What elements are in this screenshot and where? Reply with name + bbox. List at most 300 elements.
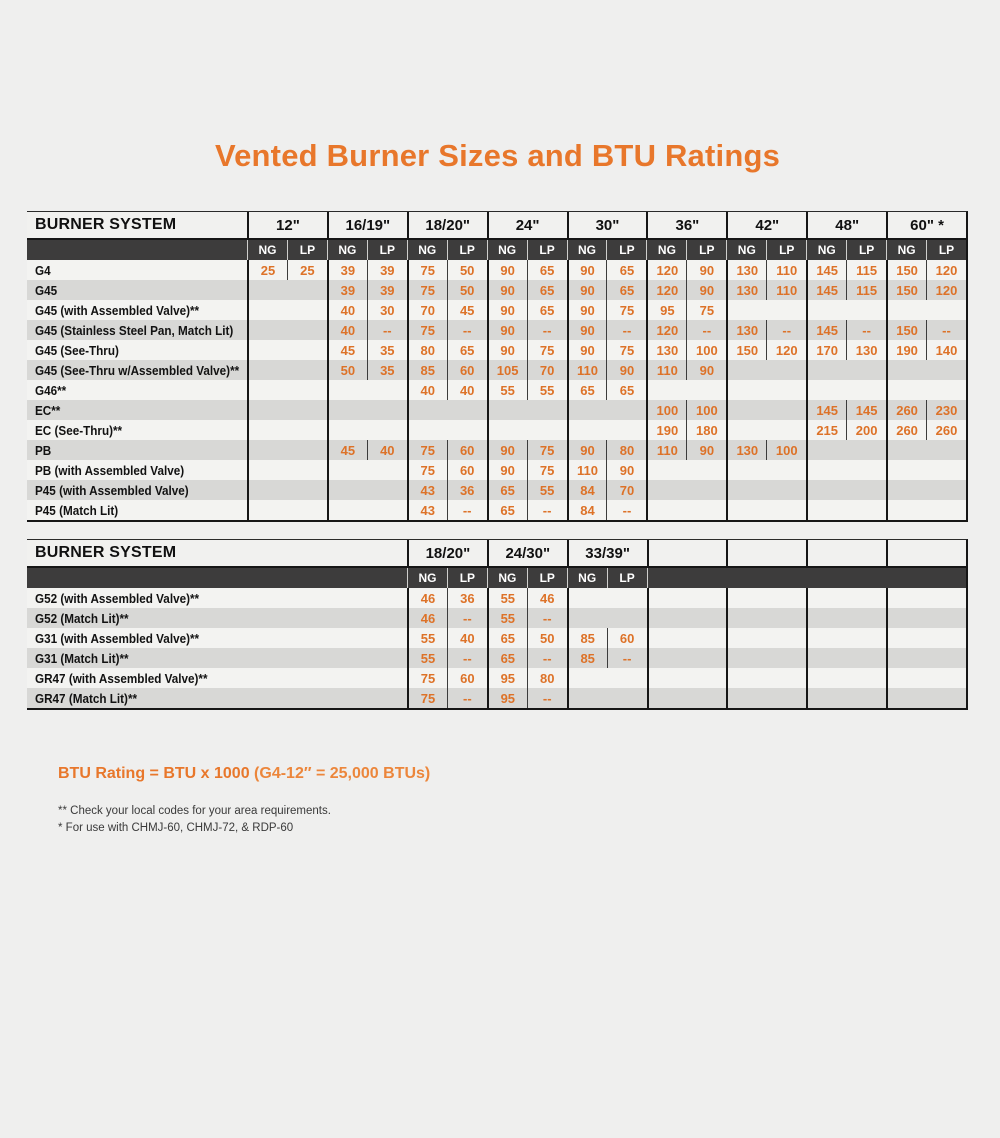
table-row <box>27 588 966 608</box>
row-label-text: G52 (with Assembled Valve)** <box>35 590 200 606</box>
value-cell: 90 <box>606 460 646 480</box>
value-cell: 39 <box>327 280 367 300</box>
btu-rating-note-paren: (G4-12″ = 25,000 BTUs) <box>249 765 431 782</box>
value-cell: 75 <box>606 340 646 360</box>
value-cell <box>926 360 966 380</box>
value-cell: 110 <box>766 260 806 280</box>
fuel-header: LP <box>607 568 647 588</box>
value-cell: 65 <box>567 380 607 400</box>
value-cell: 90 <box>567 260 607 280</box>
value-cell <box>407 420 447 440</box>
value-cell <box>287 380 327 400</box>
value-cell <box>567 400 607 420</box>
value-cell <box>886 688 926 708</box>
value-cell <box>806 480 846 500</box>
value-cell: 25 <box>287 260 327 280</box>
value-cell <box>367 460 407 480</box>
value-cell: 36 <box>447 588 487 608</box>
value-cell: 100 <box>766 440 806 460</box>
fuel-header: NG <box>407 240 447 260</box>
value-cell: 130 <box>846 340 886 360</box>
value-cell <box>886 480 926 500</box>
value-cell <box>806 668 846 688</box>
value-cell <box>726 688 766 708</box>
btu-rating-note-main: BTU Rating = BTU x 1000 <box>58 765 250 782</box>
value-cell: 35 <box>367 340 407 360</box>
value-cell <box>766 360 806 380</box>
value-cell <box>886 460 926 480</box>
value-cell <box>287 400 327 420</box>
row-label <box>27 480 247 500</box>
footnote-local-codes: ** Check your local codes for your area requirements. <box>58 805 331 817</box>
size-header: 30" <box>567 212 647 238</box>
value-cell <box>686 588 726 608</box>
value-cell: 75 <box>527 340 567 360</box>
value-cell: 40 <box>447 628 487 648</box>
size-header: 16/19" <box>327 212 407 238</box>
value-cell: 65 <box>606 260 646 280</box>
value-cell <box>766 480 806 500</box>
value-cell <box>726 460 766 480</box>
btu-rating-note <box>58 765 968 783</box>
value-cell <box>247 300 287 320</box>
fuel-header: NG <box>487 240 527 260</box>
value-cell <box>287 440 327 460</box>
row-label <box>27 500 247 520</box>
value-cell <box>527 420 567 440</box>
value-cell <box>686 628 726 648</box>
value-cell: 215 <box>806 420 846 440</box>
table-row <box>27 320 966 340</box>
value-cell: 110 <box>766 280 806 300</box>
value-cell: 260 <box>926 420 966 440</box>
value-cell <box>806 440 846 460</box>
value-cell <box>726 648 766 668</box>
value-cell: 130 <box>726 280 766 300</box>
value-cell <box>647 668 687 688</box>
value-cell <box>287 360 327 380</box>
value-cell <box>247 380 287 400</box>
value-cell: -- <box>527 608 567 628</box>
row-label-text: G45 (with Assembled Valve)** <box>35 302 200 318</box>
value-cell: 60 <box>607 628 647 648</box>
value-cell <box>886 608 926 628</box>
row-label-text: G46** <box>35 382 67 398</box>
vented-burner-table-primary <box>27 211 968 522</box>
value-cell: 36 <box>447 480 487 500</box>
value-cell <box>647 628 687 648</box>
value-cell <box>367 480 407 500</box>
value-cell: 43 <box>407 500 447 520</box>
value-cell <box>327 420 367 440</box>
size-header: 12" <box>247 212 327 238</box>
value-cell <box>806 588 846 608</box>
row-label <box>27 380 247 400</box>
value-cell: 145 <box>806 320 846 340</box>
value-cell: 90 <box>487 440 527 460</box>
value-cell: 130 <box>646 340 686 360</box>
size-header <box>886 540 966 566</box>
fuel-header: LP <box>527 240 567 260</box>
value-cell <box>846 460 886 480</box>
value-cell: 65 <box>487 648 527 668</box>
value-cell: 84 <box>567 480 607 500</box>
row-label-text: EC** <box>35 402 61 418</box>
value-cell <box>926 500 966 520</box>
fuel-header: LP <box>367 240 407 260</box>
value-cell: 55 <box>527 380 567 400</box>
value-cell <box>806 360 846 380</box>
row-label-text: G31 (with Assembled Valve)** <box>35 630 200 646</box>
value-cell <box>726 668 766 688</box>
value-cell: 120 <box>926 260 966 280</box>
value-cell <box>646 380 686 400</box>
value-cell: 120 <box>766 340 806 360</box>
row-label-text: P45 (Match Lit) <box>35 502 119 518</box>
value-cell: 110 <box>567 460 607 480</box>
page-content <box>27 138 968 834</box>
value-cell <box>606 400 646 420</box>
table-row <box>27 340 966 360</box>
value-cell <box>287 300 327 320</box>
value-cell: 120 <box>646 280 686 300</box>
value-cell <box>766 588 806 608</box>
row-label-text: G45 <box>35 282 58 298</box>
fuel-header: NG <box>327 240 367 260</box>
value-cell: -- <box>527 688 567 708</box>
row-label <box>27 628 407 648</box>
value-cell <box>846 440 886 460</box>
value-cell: 65 <box>606 380 646 400</box>
table-row <box>27 648 966 668</box>
value-cell: 70 <box>527 360 567 380</box>
value-cell <box>726 480 766 500</box>
value-cell: 110 <box>646 440 686 460</box>
row-label <box>27 340 247 360</box>
value-cell: 50 <box>327 360 367 380</box>
value-cell <box>846 500 886 520</box>
row-label <box>27 360 247 380</box>
value-cell <box>607 668 647 688</box>
value-cell <box>367 400 407 420</box>
value-cell: 90 <box>567 300 607 320</box>
value-cell <box>726 300 766 320</box>
value-cell: 40 <box>447 380 487 400</box>
value-cell <box>686 480 726 500</box>
value-cell <box>686 688 726 708</box>
value-cell: 50 <box>527 628 567 648</box>
value-cell: 110 <box>646 360 686 380</box>
fuel-header: LP <box>287 240 327 260</box>
burner-system-header: BURNER SYSTEM <box>35 216 177 233</box>
value-cell <box>327 500 367 520</box>
value-cell <box>926 440 966 460</box>
value-cell: 105 <box>487 360 527 380</box>
value-cell <box>606 420 646 440</box>
fuel-header-bar <box>27 240 966 260</box>
row-label <box>27 648 407 668</box>
value-cell: 75 <box>527 440 567 460</box>
fuel-header: LP <box>686 240 726 260</box>
value-cell <box>766 628 806 648</box>
fuel-header <box>806 568 846 588</box>
value-cell: 65 <box>527 280 567 300</box>
value-cell <box>846 300 886 320</box>
value-cell: 55 <box>527 480 567 500</box>
value-cell <box>886 380 926 400</box>
value-cell <box>846 588 886 608</box>
fuel-header: NG <box>407 568 447 588</box>
size-header: 33/39" <box>567 540 647 566</box>
value-cell: 90 <box>686 360 726 380</box>
value-cell: 100 <box>686 340 726 360</box>
value-cell: 120 <box>646 320 686 340</box>
row-label <box>27 588 407 608</box>
value-cell <box>886 440 926 460</box>
value-cell <box>846 480 886 500</box>
row-label-text: G45 (See-Thru w/Assembled Valve)** <box>35 362 240 378</box>
value-cell: 90 <box>487 300 527 320</box>
fuel-header: NG <box>806 240 846 260</box>
value-cell: 90 <box>567 440 607 460</box>
value-cell: -- <box>686 320 726 340</box>
fuel-header: LP <box>606 240 646 260</box>
value-cell <box>247 400 287 420</box>
row-label <box>27 608 407 628</box>
value-cell: -- <box>527 648 567 668</box>
value-cell <box>726 420 766 440</box>
value-cell <box>806 380 846 400</box>
vented-burner-table-secondary <box>27 539 968 710</box>
value-cell <box>766 420 806 440</box>
fuel-header: NG <box>247 240 287 260</box>
size-header: 24/30" <box>487 540 567 566</box>
value-cell: 140 <box>926 340 966 360</box>
value-cell: 46 <box>407 608 447 628</box>
row-label <box>27 460 247 480</box>
value-cell <box>926 588 966 608</box>
value-cell <box>926 300 966 320</box>
value-cell <box>646 480 686 500</box>
value-cell: 55 <box>487 608 527 628</box>
value-cell: -- <box>607 648 647 668</box>
fuel-header <box>766 568 806 588</box>
value-cell <box>846 648 886 668</box>
value-cell <box>567 588 607 608</box>
value-cell: 60 <box>447 360 487 380</box>
fuel-header <box>726 568 766 588</box>
value-cell <box>886 588 926 608</box>
value-cell <box>647 608 687 628</box>
value-cell: 50 <box>447 260 487 280</box>
value-cell: 85 <box>567 628 607 648</box>
value-cell: 40 <box>367 440 407 460</box>
value-cell <box>806 648 846 668</box>
value-cell <box>686 648 726 668</box>
value-cell <box>287 340 327 360</box>
value-cell <box>447 400 487 420</box>
value-cell: 110 <box>567 360 607 380</box>
table-row <box>27 608 966 628</box>
row-label <box>27 300 247 320</box>
value-cell <box>247 320 287 340</box>
value-cell: -- <box>447 608 487 628</box>
value-cell: 75 <box>686 300 726 320</box>
value-cell: 90 <box>487 460 527 480</box>
value-cell <box>527 400 567 420</box>
value-cell: 180 <box>686 420 726 440</box>
value-cell <box>726 628 766 648</box>
column-header-row <box>27 212 966 240</box>
value-cell: 55 <box>407 628 447 648</box>
value-cell: -- <box>447 320 487 340</box>
value-cell <box>327 480 367 500</box>
fuel-header: LP <box>447 240 487 260</box>
fuel-header <box>686 568 726 588</box>
value-cell: 75 <box>606 300 646 320</box>
table-row <box>27 688 966 708</box>
row-label <box>27 688 407 708</box>
value-cell: 60 <box>447 668 487 688</box>
value-cell <box>726 380 766 400</box>
value-cell: 130 <box>726 260 766 280</box>
value-cell: 39 <box>367 260 407 280</box>
value-cell: 145 <box>846 400 886 420</box>
value-cell <box>247 440 287 460</box>
value-cell <box>487 400 527 420</box>
row-label-text: G52 (Match Lit)** <box>35 610 129 626</box>
value-cell: -- <box>527 500 567 520</box>
fuel-header: LP <box>447 568 487 588</box>
value-cell: 75 <box>407 668 447 688</box>
value-cell: 70 <box>606 480 646 500</box>
value-cell <box>367 380 407 400</box>
value-cell: 115 <box>846 280 886 300</box>
value-cell: 55 <box>487 380 527 400</box>
value-cell <box>726 588 766 608</box>
burner-system-header: BURNER SYSTEM <box>35 544 177 561</box>
value-cell <box>766 400 806 420</box>
value-cell <box>846 380 886 400</box>
value-cell: -- <box>926 320 966 340</box>
value-cell <box>247 420 287 440</box>
value-cell <box>846 608 886 628</box>
value-cell: 90 <box>686 280 726 300</box>
table-row <box>27 628 966 648</box>
size-header: 36" <box>646 212 726 238</box>
value-cell <box>926 628 966 648</box>
value-cell: 150 <box>726 340 766 360</box>
value-cell: 40 <box>327 300 367 320</box>
value-cell: 75 <box>407 688 447 708</box>
value-cell <box>726 400 766 420</box>
value-cell <box>247 500 287 520</box>
value-cell <box>567 608 607 628</box>
column-header-row <box>27 540 966 568</box>
value-cell <box>567 420 607 440</box>
footnote-for-use-with: * For use with CHMJ-60, CHMJ-72, & RDP-60 <box>58 822 294 834</box>
value-cell <box>287 460 327 480</box>
row-label-text: PB <box>35 442 52 458</box>
row-label <box>27 400 247 420</box>
size-header: 18/20" <box>407 212 487 238</box>
size-header <box>726 540 806 566</box>
value-cell: 90 <box>487 280 527 300</box>
value-cell: 85 <box>407 360 447 380</box>
value-cell: -- <box>766 320 806 340</box>
value-cell: 170 <box>806 340 846 360</box>
size-header: 60" * <box>886 212 966 238</box>
value-cell: 230 <box>926 400 966 420</box>
value-cell: 65 <box>606 280 646 300</box>
value-cell <box>846 688 886 708</box>
table-row <box>27 460 966 480</box>
value-cell: 45 <box>447 300 487 320</box>
value-cell: 60 <box>447 460 487 480</box>
value-cell: 30 <box>367 300 407 320</box>
size-header: 48" <box>806 212 886 238</box>
value-cell: 130 <box>726 440 766 460</box>
value-cell <box>846 628 886 648</box>
value-cell <box>766 300 806 320</box>
row-label-text: G45 (See-Thru) <box>35 342 119 358</box>
value-cell: -- <box>447 688 487 708</box>
value-cell <box>487 420 527 440</box>
value-cell: 80 <box>606 440 646 460</box>
table-row <box>27 300 966 320</box>
value-cell <box>686 608 726 628</box>
value-cell: -- <box>606 320 646 340</box>
value-cell <box>926 688 966 708</box>
value-cell <box>327 380 367 400</box>
value-cell: 90 <box>606 360 646 380</box>
table-row <box>27 420 966 440</box>
value-cell: 65 <box>527 300 567 320</box>
value-cell <box>806 608 846 628</box>
value-cell <box>686 380 726 400</box>
value-cell: 90 <box>487 260 527 280</box>
value-cell <box>367 500 407 520</box>
value-cell: 115 <box>846 260 886 280</box>
fuel-header: LP <box>846 240 886 260</box>
value-cell: 150 <box>886 320 926 340</box>
value-cell: 95 <box>487 688 527 708</box>
value-cell: 190 <box>646 420 686 440</box>
value-cell <box>567 688 607 708</box>
value-cell <box>287 500 327 520</box>
row-label-text: P45 (with Assembled Valve) <box>35 482 189 498</box>
value-cell <box>247 280 287 300</box>
value-cell: 39 <box>327 260 367 280</box>
row-label-text: PB (with Assembled Valve) <box>35 462 185 478</box>
row-label-text: G45 (Stainless Steel Pan, Match Lit) <box>35 322 234 338</box>
row-label <box>27 420 247 440</box>
value-cell: 75 <box>407 460 447 480</box>
value-cell: 120 <box>646 260 686 280</box>
table-row <box>27 500 966 520</box>
value-cell: 65 <box>527 260 567 280</box>
size-header <box>647 540 727 566</box>
value-cell <box>926 380 966 400</box>
page-title: Vented Burner Sizes and BTU Ratings <box>214 138 781 173</box>
value-cell: 150 <box>886 280 926 300</box>
value-cell <box>846 360 886 380</box>
value-cell: -- <box>846 320 886 340</box>
row-label-text: GR47 (with Assembled Valve)** <box>35 670 208 686</box>
value-cell <box>686 500 726 520</box>
value-cell: 80 <box>407 340 447 360</box>
row-label <box>27 320 247 340</box>
